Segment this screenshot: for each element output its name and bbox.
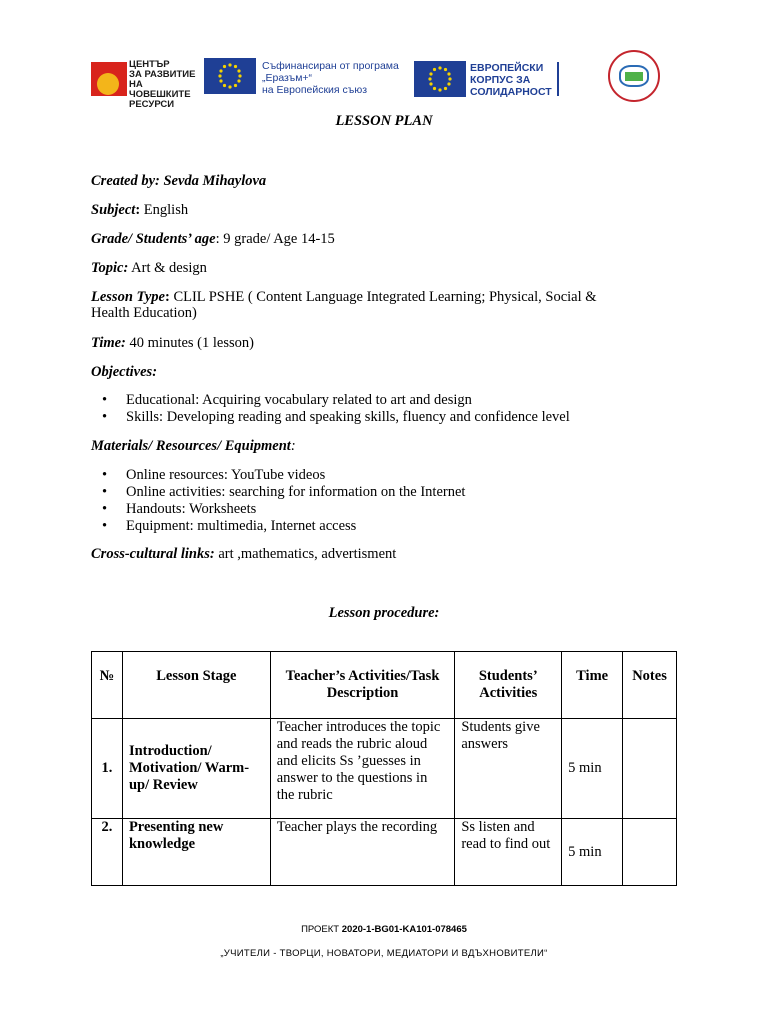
lesson-type-value: CLIL PSHE ( Content Language Integrated Learning; Physical, Social & (169, 289, 597, 305)
hrdc-logo-text: ЦЕНТЪР ЗА РАЗВИТИЕ НА ЧОВЕШКИТЕ РЕСУРСИ (129, 59, 196, 110)
row-teacher: Teacher introduces the topic and reads the rubric aloud and elicits Ss ’guesses in answer to the questions in the rubric (270, 719, 455, 819)
row-number: 1. (92, 719, 123, 819)
procedure-title: Lesson procedure: (328, 605, 440, 621)
grade-label: Grade/ Students’ age (91, 231, 216, 247)
lesson-type-label: Lesson Type (91, 289, 165, 305)
objective-item: Educational: Acquiring vocabulary related to art and design (126, 392, 472, 408)
project-motto: „УЧИТЕЛИ - ТВОРЦИ, НОВАТОРИ, МЕДИАТОРИ И ВДЪХНОВИТЕЛИ“ (220, 948, 548, 959)
material-item: Equipment: multimedia, Internet access (126, 518, 357, 534)
lesson-type-colon: : (164, 289, 170, 305)
bullet-icon: • (102, 518, 108, 534)
col-header-teacher: Teacher’s Activities/Task Description (270, 652, 455, 719)
cross-cultural-value: art ,mathematics, advertisment (214, 546, 397, 562)
lesson-type-line (91, 289, 597, 306)
topic-value: Art & design (128, 260, 207, 276)
row-notes (623, 719, 677, 819)
page-title: LESSON PLAN (335, 113, 433, 129)
eu-flag-icon (204, 58, 256, 94)
objective-item: Skills: Developing reading and speaking skills, fluency and confidence level (126, 409, 570, 425)
row-time: 5 min (562, 819, 623, 886)
row-stage: Introduction/ Motivation/ Warm-up/ Review (122, 719, 270, 819)
bullet-icon: • (102, 392, 108, 408)
materials-label: Materials/ Resources/ Equipment (91, 438, 291, 454)
row-students: Students give answers (455, 719, 562, 819)
project-footer (0, 924, 768, 935)
esc-logo-bar (557, 62, 559, 96)
table-row (92, 719, 677, 819)
sun-icon (91, 62, 127, 96)
time-value: 40 minutes (1 lesson) (125, 335, 254, 351)
lesson-type-line-2: Health Education) (91, 305, 197, 321)
topic-line (91, 260, 207, 277)
cross-cultural-line (91, 546, 396, 563)
hrdc-logo (91, 58, 203, 110)
col-header-stage: Lesson Stage (122, 652, 270, 719)
material-item: Online resources: YouTube videos (126, 467, 326, 483)
subject-value: English (140, 202, 189, 218)
subject-label: Subject (91, 202, 136, 218)
row-students: Ss listen and read to find out (455, 819, 562, 886)
objectives-label: Objectives: (91, 364, 158, 380)
col-header-notes: Notes (623, 652, 677, 719)
grade-line (91, 231, 335, 248)
row-notes (623, 819, 677, 886)
project-code: 2020-1-BG01-KA101-078465 (341, 924, 467, 935)
cross-cultural-label: Cross-cultural links: (91, 546, 215, 562)
material-item: Handouts: Worksheets (126, 501, 257, 517)
bullet-icon: • (102, 467, 108, 483)
erasmus-logo-text: Съфинансиран от програма „Еразъм+“ на Европейския съюз (262, 60, 399, 96)
materials-colon: : (290, 438, 296, 454)
row-stage: Presenting new knowledge (122, 819, 270, 886)
project-prefix: ПРОЕКТ (301, 924, 342, 935)
col-header-number: № (92, 652, 123, 719)
subject-line (91, 202, 188, 219)
grade-value: : 9 grade/ Age 14-15 (215, 231, 335, 247)
eu-flag-icon-2 (414, 61, 466, 97)
col-header-time: Time (562, 652, 623, 719)
school-logo-icon (608, 50, 660, 102)
row-teacher: Teacher plays the recording (270, 819, 455, 886)
bullet-icon: • (102, 484, 108, 500)
bullet-icon: • (102, 409, 108, 425)
topic-label: Topic: (91, 260, 129, 276)
subject-colon: : (135, 202, 141, 218)
col-header-students: Students’ Activities (455, 652, 562, 719)
time-line (91, 335, 254, 352)
row-time: 5 min (562, 719, 623, 819)
bullet-icon: • (102, 501, 108, 517)
table-row (92, 819, 677, 886)
material-item: Online activities: searching for information on the Internet (126, 484, 466, 500)
time-label: Time: (91, 335, 126, 351)
materials-line (91, 438, 296, 455)
row-number: 2. (92, 819, 123, 886)
esc-logo-text: ЕВРОПЕЙСКИ КОРПУС ЗА СОЛИДАРНОСТ (470, 62, 552, 98)
created-by: Created by: Sevda Mihaylova (91, 173, 267, 189)
procedure-table (91, 651, 677, 886)
table-header-row (92, 652, 677, 719)
